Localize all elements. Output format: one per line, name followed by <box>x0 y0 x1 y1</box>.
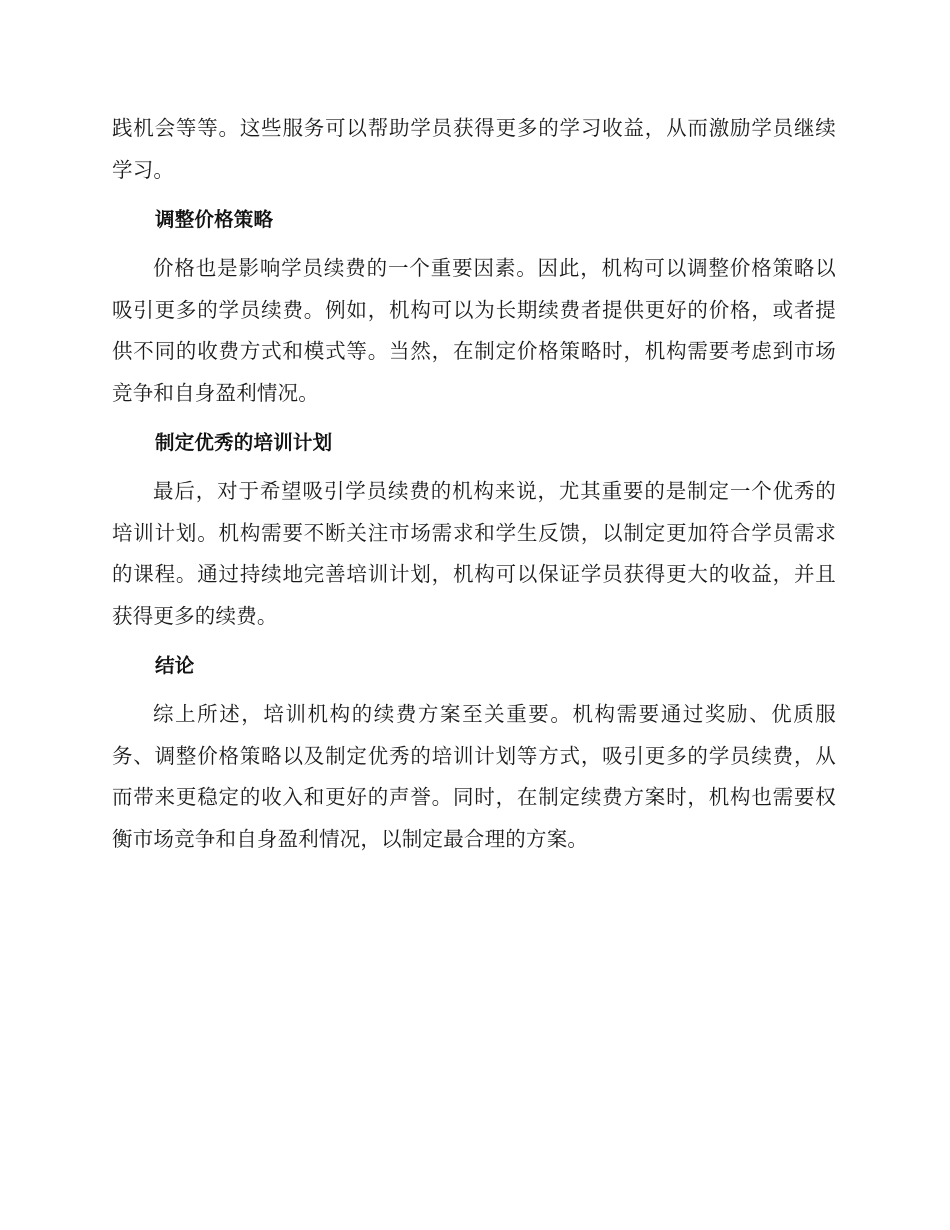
section-heading-training-plan: 制定优秀的培训计划 <box>155 431 333 454</box>
section-body-conclusion: 综上所述，培训机构的续费方案至关重要。机构需要通过奖励、优质服务、调整价格策略以及制定优秀的培训计划等方式，吸引更多的学员续费，从而带来更稳定的收入和更好的声誉。同时，在制定续费方案时，机构也需要权衡市场竞争和自身盈利情况，以制定最合理的方案。 <box>112 702 836 851</box>
document-body <box>112 108 836 860</box>
section-heading-conclusion: 结论 <box>155 654 195 677</box>
section-body-training-plan: 最后，对于希望吸引学员续费的机构来说，尤其重要的是制定一个优秀的培训计划。机构需要不断关注市场需求和学生反馈，以制定更加符合学员需求的课程。通过持续地完善培训计划，机构可以保证学员获得更大的收益，并且获得更多的续费。 <box>112 479 836 628</box>
intro-paragraph: 践机会等等。这些服务可以帮助学员获得更多的学习收益，从而激励学员继续学习。 <box>112 116 836 182</box>
section-body-pricing: 价格也是影响学员续费的一个重要因素。因此，机构可以调整价格策略以吸引更多的学员续费。例如，机构可以为长期续费者提供更好的价格，或者提供不同的收费方式和模式等。当然，在制定价格策略时，机构需要考虑到市场竞争和自身盈利情况。 <box>112 256 836 405</box>
section-heading-pricing: 调整价格策略 <box>155 208 274 231</box>
